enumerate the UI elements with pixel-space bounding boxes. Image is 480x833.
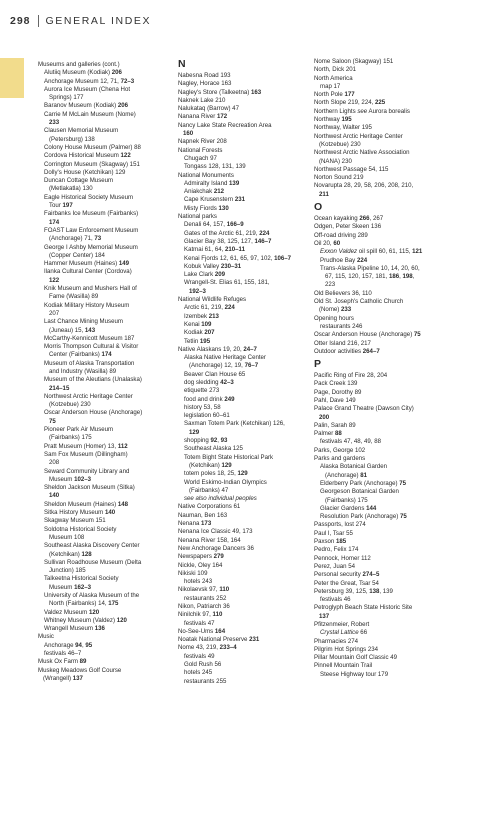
index-entry: Musk Ox Farm 89 [38,658,87,666]
index-subentry: (Metlakatla) 130 [49,185,93,193]
index-subentry: festivals 46 [320,596,351,604]
index-subentry: Eagle Historical Society Museum [44,193,134,201]
section-color-tab [0,58,24,98]
index-entry: Opening hours [314,314,354,322]
index-entry: Nagley, Horace 163 [178,80,232,88]
index-entry: Newspapers 279 [178,553,224,561]
index-entry: Pack Creek 139 [314,380,358,388]
index-subentry: Glacier Bay 38, 125, 127, 146–7 [184,237,272,245]
index-subentry: 214–15 [49,384,70,392]
index-entry: Northway, Walter 195 [314,124,372,132]
index-subentry: (Anchorage) 12, 19, 76–7 [189,362,259,370]
index-subentry: festivals 46–7 [44,650,82,658]
index-subentry: (Juneau) 15, 143 [49,326,96,334]
index-subentry: restaurants 246 [320,322,363,330]
index-subentry: Northwest Arctic Heritage Center [44,392,133,400]
index-subentry: legislation 60–61 [184,412,230,420]
index-subentry: Kodiak Military History Museum [44,301,130,309]
index-entry: Old Believers 36, 110 [314,289,372,297]
letter-heading: O [314,201,323,214]
index-entry: 160 [183,130,194,138]
index-entry: Odgen, Peter Skeen 136 [314,223,382,231]
index-entry: Pillar Mountain Golf Classic 49 [314,654,397,662]
index-subentry: (Fairbanks) 47 [189,486,229,494]
letter-heading: P [314,358,322,371]
index-entry: Muskeg Meadows Golf Course [38,666,122,674]
index-subentry: (Ketchikan) 129 [189,461,232,469]
index-subentry: totem poles 18, 25, 129 [184,470,248,478]
index-subentry: Misty Fiords 130 [184,204,229,212]
index-subentry: Skagway Museum 151 [44,517,106,525]
index-entry: Nome Saloon (Skagway) 151 [314,58,394,65]
index-entry: Petersburg 39, 125, 138, 139 [314,587,393,595]
index-subentry: Beaver Clan House 65 [184,370,246,378]
index-subentry: Dolly's House (Ketchikan) 129 [44,168,126,176]
index-entry: Palmer 88 [314,430,342,438]
index-subentry: (Petersburg) 138 [49,135,95,143]
index-entry: Northway 195 [314,116,352,124]
index-subentry: Springs) 177 [49,94,84,102]
section-title: GENERAL INDEX [45,15,152,27]
index-subentry: Chugach 97 [184,154,217,162]
index-subentry: Alaska Botanical Garden [320,463,388,471]
index-entry: Pfitzenmeier, Robert [314,621,370,628]
index-entry: Nome 43, 219, 233–4 [178,644,237,652]
index-subentry: University of Alaska Museum of the [44,592,140,599]
index-entry: Old St. Joseph's Catholic Church [314,298,404,306]
index-entry: North, Dick 201 [314,66,356,74]
index-subentry: Seward Community Library and [44,467,130,475]
index-subentry: (Anchorage) 81 [325,471,368,479]
index-subentry: Arctic 61, 219, 224 [184,304,235,312]
index-entry: 211 [319,190,329,198]
index-subentry: Carrie M McLain Museum (Nome) [44,110,136,118]
index-subentry: Last Chance Mining Museum [44,318,123,326]
index-entry: Parks, George 102 [314,446,366,454]
index-subentry: Clausen Memorial Museum [44,127,119,135]
index-subentry: Hammer Museum (Haines) 149 [44,260,130,268]
index-entry: Petroglyph Beach State Historic Site [314,604,413,612]
index-subentry: 122 [49,276,60,284]
index-subentry: (Kotzebue) 230 [49,401,91,409]
index-entry: (Kotzebue) 230 [319,140,361,148]
index-entry: Oscar Anderson House (Anchorage) 75 [314,331,421,339]
index-entry: Nenana River 158, 164 [178,536,241,544]
index-subentry: restaurants 255 [184,677,227,685]
index-entry: Nanana River 172 [178,113,228,121]
index-subentry: 67, 115, 120, 157, 181, 186, 198, [325,273,415,281]
index-subentry: see also individual peoples [184,495,257,503]
index-subentry: Elderberry Park (Anchorage) 75 [320,479,407,487]
index-subentry: Tetlin 195 [184,337,211,345]
index-entry: North Pole 177 [314,91,355,99]
index-subentry: and Industry (Wasilla) 89 [49,367,117,375]
index-entry: Native Alaskans 19, 20, 24–7 [178,345,257,353]
index-entry: Paul I, Tsar 55 [314,529,353,537]
index-entry: Northwest Passage 54, 115 [314,165,389,173]
index-subentry: Baranov Museum (Kodiak) 206 [44,102,129,110]
index-entry: Museums and galleries (cont.) [38,61,120,68]
index-entry: Nenana 173 [178,520,212,528]
index-column-1 [38,61,172,683]
index-subentry: Kobuk Valley 230–31 [184,262,242,270]
index-entry: Native Corporations 61 [178,503,241,511]
index-subentry: Center (Fairbanks) 174 [49,351,112,359]
index-entry: Pacific Ring of Fire 28, 204 [314,372,388,380]
index-column-2 [178,58,312,686]
index-subentry: Steese Highway tour 179 [320,670,389,678]
index-subentry: festivals 49 [184,652,215,660]
index-subentry: Southeast Alaska Discovery Center [44,542,140,550]
index-subentry: 223 [325,281,336,289]
index-entry: 137 [319,612,330,620]
index-subentry: 192–3 [189,287,206,295]
index-entry: Parks and gardens [314,455,366,463]
index-entry: Northwest Arctic Native Association [314,149,410,157]
index-entry: Peter the Great, Tsar 54 [314,579,379,587]
index-entry: Otter Island 216, 217 [314,339,371,347]
index-entry: (NANA) 230 [319,157,352,165]
index-subentry: shopping 92, 93 [184,437,228,445]
index-entry: Nauman, Ben 163 [178,511,228,519]
index-subentry: Ilanka Cultural Center (Cordova) [44,268,132,276]
index-subentry: McCarthy-Kennicott Museum 187 [44,334,135,342]
index-subentry: Valdez Museum 120 [44,608,100,616]
index-subentry: Corrington Museum (Skagway) 151 [44,160,140,168]
index-entry: Pinnell Mountain Trail [314,662,373,670]
index-entry: Pennock, Homer 112 [314,554,371,562]
index-subentry: Lake Clark 209 [184,271,225,279]
index-subentry: Museum 108 [49,533,85,541]
index-entry: Ninilchik 97, 110 [178,611,223,619]
index-entry: Ocean kayaking 266, 267 [314,215,384,223]
index-entry: Outdoor activities 264–7 [314,347,380,355]
index-entry: Nenana Ice Classic 49, 173 [178,528,253,536]
index-subentry: Knik Museum and Mushers Hall of [44,285,137,293]
index-entry: Noatak National Preserve 231 [178,636,260,644]
index-subentry: Resolution Park (Anchorage) 75 [320,513,407,521]
index-subentry: FOAST Law Enforcement Museum [44,226,139,234]
index-subentry: Soldotna Historical Society [44,525,117,533]
index-subentry: 208 [49,459,60,467]
index-subentry: 140 [49,492,60,500]
index-subentry: Exxon Valdez oil spill 60, 61, 115, 121 [320,248,423,256]
index-subentry: Sullivan Roadhouse Museum (Delta [44,558,142,566]
page-number: 298 [10,15,31,27]
index-entry: National Wildlife Refuges [178,296,247,304]
index-entry: Nikon, Patriarch 36 [178,603,230,610]
index-entry: Oil 20, 60 [314,239,341,247]
index-subentry: Museum of the Aleutians (Unalaska) [44,376,142,384]
index-subentry: Katmai 61, 64, 210–11 [184,246,245,254]
index-entry: 200 [319,413,330,421]
index-subentry: (Copper Center) 184 [49,251,105,259]
index-subentry: North (Fairbanks) 14, 175 [49,600,119,608]
index-subentry: Talkeetna Historical Society [44,575,119,583]
index-entry: Palin, Sarah 89 [314,421,356,429]
index-subentry: restaurants 252 [184,594,227,602]
index-subentry: Tour 197 [49,202,73,210]
index-entry: New Anchorage Dancers 36 [178,544,254,552]
index-entry: Nabesna Road 193 [178,72,231,79]
index-subentry: festivals 47 [184,619,215,627]
index-entry: Nancy Lake State Recreation Area [178,121,272,129]
index-subentry: Wrangell-St. Elias 61, 155, 181, [184,279,270,287]
index-entry: Norton Sound 219 [314,174,364,182]
index-subentry: food and drink 249 [184,395,235,403]
index-subentry: Tongass 128, 131, 139 [184,163,246,171]
index-subentry: Kenai 109 [184,320,212,328]
index-subentry: hotels 243 [184,578,213,586]
index-entry: Palace Grand Theatre (Dawson City) [314,405,414,413]
index-subentry: Denali 64, 157, 166–9 [184,221,244,229]
index-subentry: (Fairbanks) 175 [49,434,92,442]
index-subentry: Morris Thompson Cultural & Visitor [44,343,139,351]
index-entry: Passports, lost 274 [314,521,366,529]
index-subentry: (Ketchikan) 128 [49,550,92,558]
index-entry: Pilgrim Hot Springs 234 [314,645,379,653]
index-subentry: Kodiak 207 [184,329,215,337]
index-subentry: Museum of Alaska Transportation [44,359,135,367]
index-subentry: 207 [49,309,60,317]
index-subentry: Saxman Totem Park (Ketchikan) 126, [184,420,285,428]
index-subentry: Sitka History Museum 140 [44,509,116,517]
index-entry: Music [38,633,54,641]
index-subentry: Museum 102–3 [49,475,92,483]
index-subentry: Gold Rush 56 [184,661,222,669]
index-subentry: Sheldon Jackson Museum (Sitka) [44,484,135,492]
index-subentry: Pioneer Park Air Museum [44,426,114,434]
index-subentry: Sheldon Museum (Haines) 148 [44,500,129,508]
index-entry: Personal security 274–5 [314,571,380,579]
index-entry: Nalukataq (Barrow) 47 [178,105,239,113]
index-entry: No-See-Ums 164 [178,627,226,635]
index-entry: Pharmacies 274 [314,637,359,645]
index-subentry: Southeast Alaska 125 [184,445,243,453]
header-divider [38,15,39,27]
index-entry: (Nome) 233 [319,306,352,314]
index-subentry: etiquette 273 [184,387,220,395]
index-subentry: Colony House Museum (Palmer) 88 [44,143,141,151]
index-entry: National Monuments [178,171,234,179]
index-entry: Pedro, Felix 174 [314,546,359,554]
index-subentry: (Fairbanks) 175 [325,496,368,504]
page-header [10,14,151,28]
index-subentry: Anchorage 94, 95 [44,641,93,649]
index-entry: Nikolaevsk 97, 110 [178,586,230,594]
index-subentry: Fame (Wasilla) 89 [49,293,99,301]
index-entry: Northern Lights see Aurora borealis [314,107,410,115]
index-column-3 [314,58,448,679]
index-subentry: Trans-Alaska Pipeline 10, 14, 20, 60, [320,264,420,272]
index-subentry: 174 [49,218,60,226]
index-entry: North Slope 219, 224, 225 [314,99,386,107]
index-entry: Nickle, Oley 164 [178,561,223,569]
index-subentry: (Anchorage) 71, 73 [49,235,102,243]
index-subentry: Alutiiq Museum (Kodiak) 206 [44,69,122,77]
index-subentry: Junction) 185 [49,567,86,575]
index-subentry: Kenai Fjords 12, 61, 65, 97, 102, 106–7 [184,254,292,262]
index-entry: Nagley's Store (Talkeetna) 163 [178,88,262,96]
index-subentry: map 17 [320,82,341,90]
index-subentry: Pratt Museum (Homer) 13, 112 [44,442,128,450]
index-subentry: Glacier Gardens 144 [320,504,377,512]
index-entry: Page, Dorothy 89 [314,388,362,396]
index-entry: Novarupta 28, 29, 58, 206, 208, 210, [314,182,414,190]
index-entry: National parks [178,213,217,221]
index-subentry: 233 [49,119,60,127]
index-subentry: Aniakchak 212 [184,188,224,196]
index-entry: Napnek River 208 [178,138,227,146]
index-subentry: Cordova Historical Museum 122 [44,152,131,160]
index-entry: (Wrangell) 137 [43,674,83,682]
index-entry: North America [314,74,353,82]
index-entry: Nikiski 109 [178,569,208,577]
index-entry: National Forests [178,146,223,154]
index-entry: Off-road driving 289 [314,231,368,239]
index-subentry: Sam Fox Museum (Dillingham) [44,450,128,458]
index-subentry: Cape Krusenstern 231 [184,196,245,204]
index-subentry: festivals 47, 48, 49, 88 [320,438,381,446]
index-subentry: history 53, 58 [184,403,221,411]
letter-heading: N [178,58,186,70]
index-subentry: Anchorage Museum 12, 71, 72–3 [44,77,135,85]
index-subentry: Izembek 213 [184,312,219,320]
index-subentry: George I Ashby Memorial Museum [44,243,138,251]
index-subentry: Aurora Ice Museum (Chena Hot [44,85,131,93]
index-subentry: hotels 245 [184,669,213,677]
index-entry: Perez, Juan 54 [314,562,355,570]
index-subentry: Wrangell Museum 136 [44,625,105,633]
index-subentry: Georgeson Botanical Garden [320,488,399,496]
index-subentry: Fairbanks Ice Museum (Fairbanks) [44,210,139,218]
index-subentry: Whitney Museum (Valdez) 120 [44,616,127,624]
index-subentry: World Eskimo-Indian Olympics [184,478,267,486]
index-entry: Northwest Arctic Heritage Center [314,132,403,140]
index-subentry: 75 [49,417,56,425]
index-subentry: Museum 162–3 [49,583,92,591]
index-subentry: dog sledding 42–3 [184,378,234,386]
index-entry: Naknek Lake 210 [178,96,226,104]
index-subentry: Prudhoe Bay 224 [320,256,368,264]
index-entry: Pahl, Dave 149 [314,396,356,404]
index-subentry: Admiralty Island 139 [184,179,240,187]
index-subentry: Duncan Cottage Museum [44,177,114,185]
index-subentry: 129 [189,428,200,436]
index-subentry: Totem Bight State Historical Park [184,453,274,461]
index-subentry: Crystal Lattice 66 [320,629,368,637]
index-subentry: Alaska Native Heritage Center [184,354,266,362]
index-subentry: Oscar Anderson House (Anchorage) [44,409,143,417]
index-subentry: Gates of the Arctic 61, 219, 224 [184,229,270,237]
index-entry: Paxson 185 [314,538,347,546]
